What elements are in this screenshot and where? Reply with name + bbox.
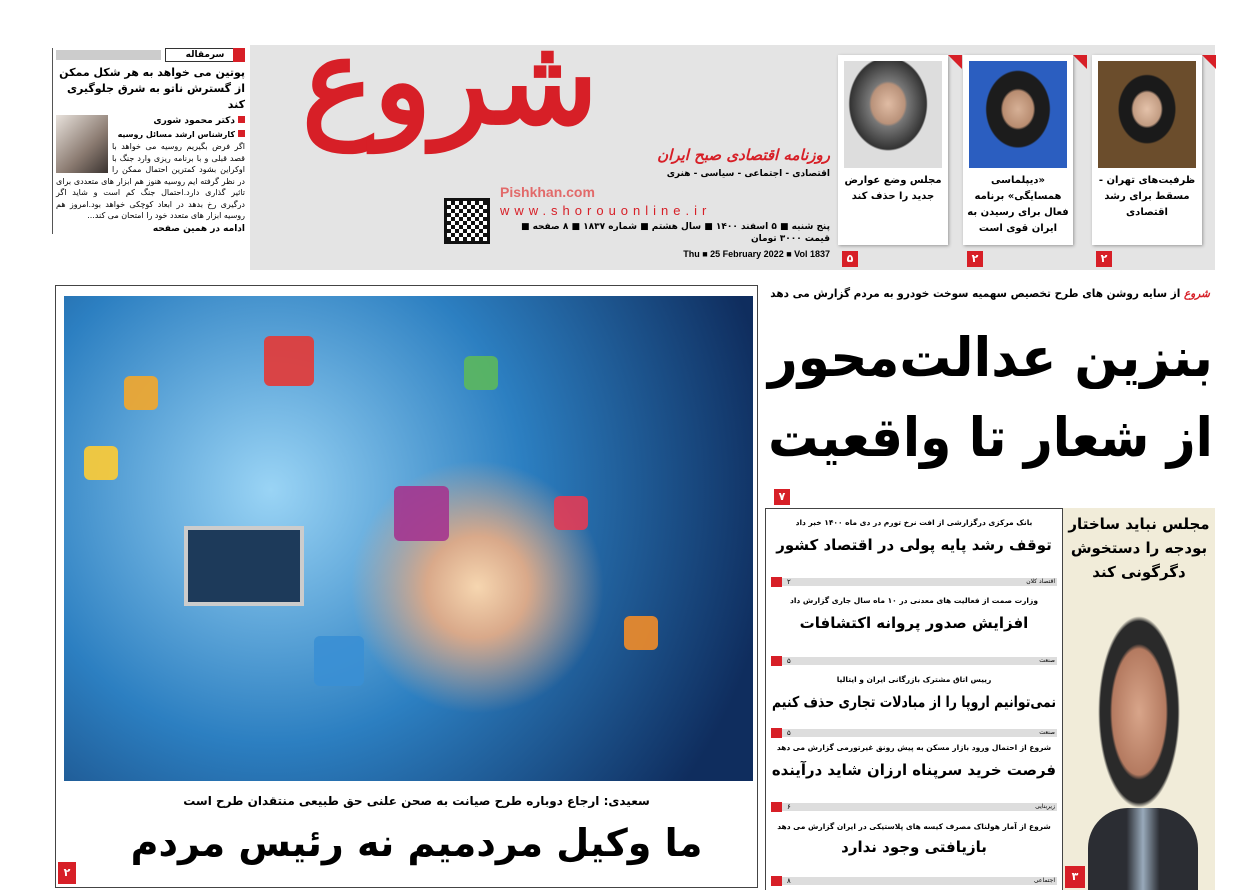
technology-illustration: [64, 296, 753, 781]
arrow-icon: [233, 48, 245, 62]
editorial-body: اگر فرض بگیریم روسیه می خواهد با قصد قبلی و با برنامه ریزی وارد جنگ با اوکراین بشود کمترین احتمال ممکن را در نظر گرفته ایم روسیه هنوز هم ابزار های متعددی برای تاثیر گذاری دارد.احتمال جنگ کم است و شاید اگر درگیری رخ بدهد در ابعاد کوچکی خواهد بود.امروز هم روسیه ابزار های متعدد خود را امتحان می کند...: [56, 142, 245, 220]
globe-icon: [464, 356, 498, 390]
story-photo: [969, 61, 1067, 168]
editorial: [52, 48, 245, 234]
interviewee-photo-body: [1088, 808, 1198, 890]
news-list: [765, 508, 1063, 890]
newspaper-logo: شروع: [301, 11, 599, 152]
watermark: Pishkhan.com: [500, 184, 595, 200]
continue-link[interactable]: ادامه در همین صفحه: [152, 223, 245, 234]
list-item[interactable]: رییس اتاق مشترک بازرگانی ایران و ایتالیا نمی‌توانیم اروپا را از مبادلات تجاری حذف کنیم: [772, 675, 1056, 711]
author-photo: [56, 115, 108, 173]
cart-icon: [124, 376, 158, 410]
list-item[interactable]: وزارت صمت از فعالیت های معدنی در ۱۰ ماه سال جاری گزارش داد افزایش صدور پروانه اکتشافات: [790, 596, 1038, 632]
page-badge: ۵: [842, 251, 858, 267]
editorial-tag: [165, 48, 245, 62]
photo-story[interactable]: [55, 285, 758, 888]
web-icon: [394, 486, 449, 541]
issue-info-fa: پنج شنبه ■ ۵ اسفند ۱۴۰۰ ■ سال هشتم ■ شماره ۱۸۳۷ ■ ۸ صفحه ■ قیمت ۳۰۰۰ تومان: [520, 222, 830, 244]
issue-info-en: Thu ■ 25 February 2022 ■ Vol 1837: [683, 249, 830, 259]
page-badge: ۲: [58, 862, 76, 884]
lead-kicker: شروع از سایه روشن های طرح تخصیص سهمیه سوخت خودرو به مردم گزارش می دهد: [770, 287, 1210, 300]
list-item[interactable]: بانک مرکزی درگزارشی از افت نرخ تورم در دی ماه ۱۴۰۰ خبر داد توقف رشد پایه پولی در اقتصاد کشور: [776, 518, 1052, 554]
arrow-icon: [771, 802, 782, 812]
right-story-headline: مجلس نباید ساختار بودجه را دستخوش دگرگونی کند: [1068, 515, 1210, 581]
story-title: مجلس وضع عوارض جدید را حذف کند: [844, 175, 942, 202]
mail-icon: [624, 616, 658, 650]
mail-icon: [314, 636, 364, 686]
tagline: روزنامه اقتصادی صبح ایران: [657, 146, 830, 164]
section-bar: صنعت ۵: [771, 657, 1057, 665]
list-item[interactable]: شروع از آمار هولناک مصرف کیسه های پلاستیکی در ایران گزارش می دهد بازیافتی وجود ندارد: [777, 822, 1051, 856]
section-bar: اقتصاد کلان ۲: [771, 578, 1057, 586]
author-role: کارشناس ارشد مسائل روسیه: [117, 130, 235, 139]
section-bar: اجتماعی ۸: [771, 877, 1057, 885]
arrow-icon: [771, 577, 782, 587]
home-icon: [264, 336, 314, 386]
story-card[interactable]: [963, 55, 1073, 265]
photo-story-headline[interactable]: ما وکیل مردمیم نه رئیس مردم: [130, 821, 703, 865]
story-title: «دیپلماسی همسایگی» برنامه فعال برای رسیدن به ایران قوی است: [967, 175, 1069, 234]
arrow-icon: [771, 876, 782, 886]
qr-code-icon: [444, 198, 490, 244]
story-card[interactable]: [1092, 55, 1202, 265]
laptop-icon: [184, 526, 304, 606]
story-photo: [1098, 61, 1196, 168]
editorial-header: [56, 48, 245, 62]
section-bar: صنعت ۵: [771, 729, 1057, 737]
lead-headline[interactable]: بنزین عدالت‌محور از شعار تا واقعیت: [768, 326, 1213, 469]
right-story[interactable]: [1063, 508, 1215, 890]
list-item[interactable]: شروع از احتمال ورود بازار مسکن به پیش رونق غیرتورمی گزارش می دهد فرصت خرید سرپناه ارزان شاید درآینده: [771, 743, 1056, 779]
chat-icon: [554, 496, 588, 530]
author-name: دکتر محمود شوری: [153, 116, 235, 126]
arrow-icon: [771, 656, 782, 666]
page-badge: ۳: [1065, 866, 1085, 888]
story-card[interactable]: [838, 55, 948, 265]
website-link[interactable]: www.shorouonline.ir: [500, 203, 712, 218]
editorial-tag-label: سرمقاله: [185, 50, 225, 60]
divider: [56, 50, 161, 60]
arrow-icon: [771, 728, 782, 738]
wifi-icon: [84, 446, 118, 480]
story-title: ظرفیت‌های تهران - مسقط برای رشد اقتصادی: [1098, 175, 1196, 218]
editorial-title[interactable]: پوتین می خواهد به هر شکل ممکن از گسترش ناتو به شرق جلوگیری کند: [59, 66, 245, 111]
section-bar: زیربنایی ۶: [771, 803, 1057, 811]
page-badge: ۷: [774, 489, 790, 505]
page-badge: ۲: [967, 251, 983, 267]
photo-story-kicker: سعیدی: ارجاع دوباره طرح صیانت به صحن علنی حق طبیعی منتقدان طرح است: [183, 794, 650, 808]
categories: اقتصادی - اجتماعی - سیاسی - هنری: [666, 169, 830, 179]
story-photo: [844, 61, 942, 168]
page-badge: ۲: [1096, 251, 1112, 267]
